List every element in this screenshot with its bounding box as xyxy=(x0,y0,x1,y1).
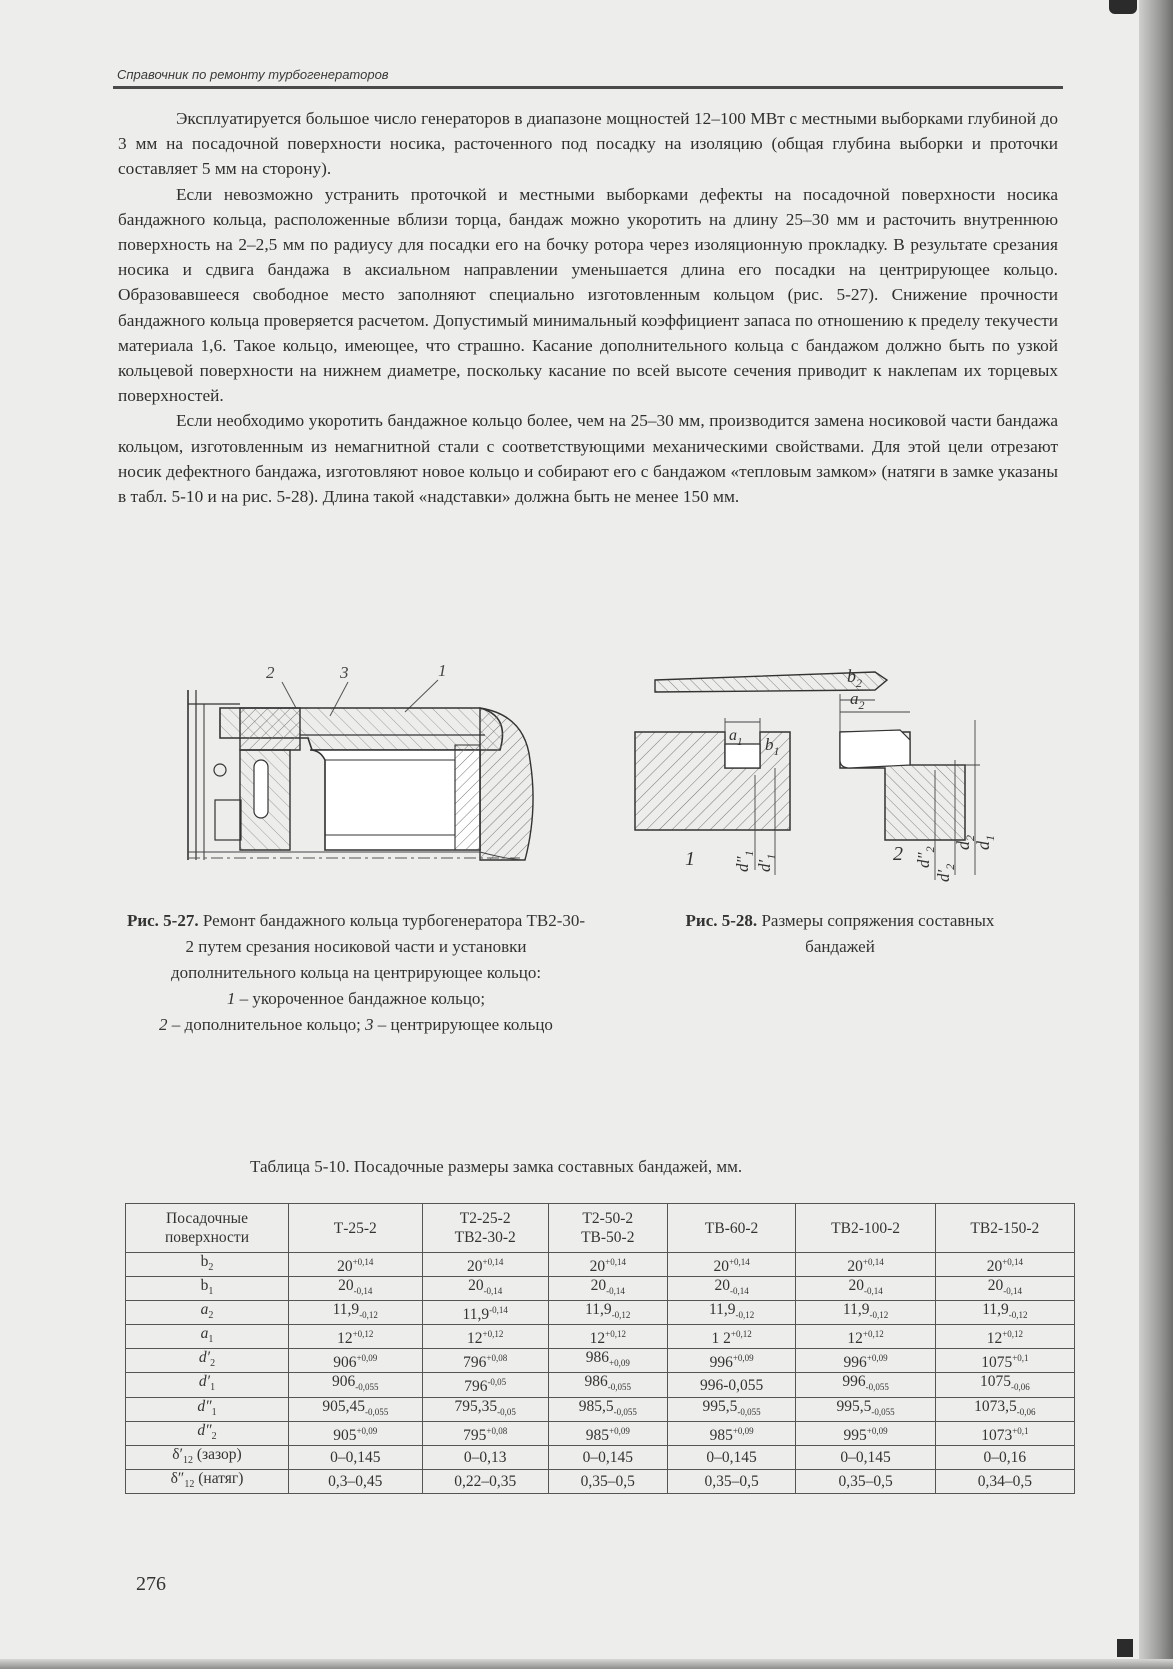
table-row xyxy=(126,1469,1075,1493)
table-cell: $11,9^{-0,14}$ xyxy=(422,1301,548,1325)
table-header-col: ТВ2-150-2 xyxy=(935,1204,1074,1253)
fig528-label-a2-sub: 2 xyxy=(858,698,865,712)
table-row-label: $d''_1$ xyxy=(126,1397,289,1421)
table-row xyxy=(126,1373,1075,1397)
table-cell: $905,45_{-0,055}$ xyxy=(289,1397,423,1421)
fig528-label-d1-sub: 1 xyxy=(983,835,997,841)
table-header-col: Т-25-2 xyxy=(289,1204,423,1253)
fig528-label-a2: a xyxy=(850,689,859,708)
table-cell: $1075^{+0,1}$ xyxy=(935,1349,1074,1373)
table-cell: 0,34–0,5 xyxy=(935,1469,1074,1493)
fig527-legend-2-num: 2 xyxy=(159,1015,168,1034)
table-cell: 0,22–0,35 xyxy=(422,1469,548,1493)
table-body xyxy=(126,1253,1075,1494)
table-row xyxy=(126,1277,1075,1301)
table-cell: $1073^{+0,1}$ xyxy=(935,1421,1074,1445)
table-cell: 0–0,145 xyxy=(289,1445,423,1469)
table-row-label: $b_2$ xyxy=(126,1253,289,1277)
svg-text:d′2 xyxy=(934,864,957,882)
table-row xyxy=(126,1421,1075,1445)
table-cell: $985,5_{-0,055}$ xyxy=(548,1397,667,1421)
fig527-legend-1-num: 1 xyxy=(226,989,236,1008)
svg-text:d″2 xyxy=(914,846,937,868)
table-cell: 0–0,145 xyxy=(548,1445,667,1469)
table-cell: 996-0,055 xyxy=(667,1373,796,1397)
fig528-label-a1: a xyxy=(729,727,737,744)
table-row-label: $a_1$ xyxy=(126,1325,289,1349)
fig528-label-b2-sub: 2 xyxy=(856,676,862,690)
table-row xyxy=(126,1445,1075,1469)
table-cell: $796^{-0,05}$ xyxy=(422,1373,548,1397)
table-row-label: $d'_1$ xyxy=(126,1373,289,1397)
scan-corner-mark-bottom xyxy=(1117,1639,1133,1657)
table-cell: 0–0,13 xyxy=(422,1445,548,1469)
table-header-col: ТВ2-100-2 xyxy=(796,1204,935,1253)
fig528-label-b2: b xyxy=(847,666,856,686)
table-cell: $906_{-0,055}$ xyxy=(289,1373,423,1397)
table-cell: $20^{+0,14}$ xyxy=(796,1253,935,1277)
table-cell: $11,9_{-0,12}$ xyxy=(548,1301,667,1325)
fig527-legend-3-text: – центрирующее кольцо xyxy=(373,1015,553,1034)
table-cell: $20^{+0,14}$ xyxy=(548,1253,667,1277)
table-cell: $20_{-0,14}$ xyxy=(289,1277,423,1301)
table-row xyxy=(126,1397,1075,1421)
table-cell: $795,35_{-0,05}$ xyxy=(422,1397,548,1421)
fig528-label-d1p: d′ xyxy=(755,859,774,872)
fig527-caption-text: Ремонт бандажного кольца турбогенератора ТВ2-30-2 путем срезания носиковой части и установки дополнительного кольца на центрирующее кольцо: xyxy=(170,911,586,982)
table-cell: $986_{+0,09}$ xyxy=(548,1349,667,1373)
scan-corner-mark xyxy=(1109,0,1137,14)
table-cell: $996^{+0,09}$ xyxy=(796,1349,935,1373)
table-cell: $12^{+0,12}$ xyxy=(548,1325,667,1349)
table-cell: $905^{+0,09}$ xyxy=(289,1421,423,1445)
fig527-label-2: 2 xyxy=(266,663,275,682)
table-row-label: $\delta'_{12}$ (зазор) xyxy=(126,1445,289,1469)
table-header-label: Посадочные поверхности xyxy=(126,1204,289,1253)
fig527-label-3: 3 xyxy=(340,663,349,682)
fig528-label-d2: d xyxy=(953,841,973,850)
table-cell: 0,35–0,5 xyxy=(667,1469,796,1493)
table-cell: $986_{-0,055}$ xyxy=(548,1373,667,1397)
table-cell: 0–0,16 xyxy=(935,1445,1074,1469)
table-title: Таблица 5-10. Посадочные размеры замка составных бандажей, мм. xyxy=(250,1157,743,1176)
fig528-label-d1pp-sub: 1 xyxy=(742,850,756,857)
table-row-label: $b_1$ xyxy=(126,1277,289,1301)
table-row xyxy=(126,1349,1075,1373)
table-cell: $11,9_{-0,12}$ xyxy=(935,1301,1074,1325)
body-text xyxy=(118,106,1058,509)
fig528-label-d1: d xyxy=(973,841,993,850)
table-cell: 0,3–0,45 xyxy=(289,1469,423,1493)
fig528-label-part-2: 2 xyxy=(893,843,903,865)
fig528-label-d2p: d′ xyxy=(934,869,953,882)
table-cell: $796^{+0,08}$ xyxy=(422,1349,548,1373)
table-cell: $12^{+0,12}$ xyxy=(935,1325,1074,1349)
table-cell: $20_{-0,14}$ xyxy=(796,1277,935,1301)
table-row xyxy=(126,1301,1075,1325)
fig527-legend-3-num: 3 xyxy=(365,1015,374,1034)
table-cell: $995,5_{-0,055}$ xyxy=(667,1397,796,1421)
fig527-label-1: 1 xyxy=(438,661,447,680)
scan-edge-right xyxy=(1139,0,1173,1669)
table-cell: $995^{+0,09}$ xyxy=(796,1421,935,1445)
svg-text:d′1 xyxy=(755,854,778,872)
table-row xyxy=(126,1253,1075,1277)
fig528-label-d1p-sub: 1 xyxy=(764,853,778,860)
table-cell: $11,9_{-0,12}$ xyxy=(667,1301,796,1325)
fig527-legend-1-text: – укороченное бандажное кольцо; xyxy=(235,989,486,1008)
fit-dimensions-table xyxy=(125,1203,1075,1494)
fig527-caption-number: Рис. 5-27. xyxy=(126,911,199,930)
paragraph-3: Если необходимо укоротить бандажное кольцо более, чем на 25–30 мм, производится замена носиковой части бандажа кольцом, изготовленным из немагнитной стали с соответствующими механическими свойствами. Для этой цели отрезают носик дефектного бандажа, изготовляют новое кольцо и собирают его с бандажом «тепловым замком» (натяги в замке указаны в табл. 5-10 и на рис. 5-28). Длина такой «надставки» должна быть не менее 150 мм. xyxy=(118,411,1058,507)
table-cell: $20^{+0,14}$ xyxy=(422,1253,548,1277)
table-cell: $20^{+0,14}$ xyxy=(935,1253,1074,1277)
fig528-caption-number: Рис. 5-28. xyxy=(685,911,758,930)
table-row-label: $d'_2$ xyxy=(126,1349,289,1373)
table-cell: 0–0,145 xyxy=(796,1445,935,1469)
svg-text:d″1 xyxy=(733,850,756,872)
svg-text:a2 xyxy=(850,689,865,712)
fig528-label-a1-sub: 1 xyxy=(737,736,743,748)
table-cell: $1075_{-0,06}$ xyxy=(935,1373,1074,1397)
figure-5-27-drawing xyxy=(180,660,550,900)
table-row-label: $\delta''_{12}$ (натяг) xyxy=(126,1469,289,1493)
table-cell: $20_{-0,14}$ xyxy=(935,1277,1074,1301)
table-cell: $985^{+0,09}$ xyxy=(548,1421,667,1445)
table-cell: $906^{+0,09}$ xyxy=(289,1349,423,1373)
table-cell: $11,9_{-0,12}$ xyxy=(289,1301,423,1325)
table-cell: $20^{+0,14}$ xyxy=(667,1253,796,1277)
table-header-col: ТВ-60-2 xyxy=(667,1204,796,1253)
fig528-label-d2pp-sub: 2 xyxy=(923,846,937,853)
table-row xyxy=(126,1325,1075,1349)
table-cell: $20^{+0,14}$ xyxy=(289,1253,423,1277)
table-cell: 1 $2^{+0,12}$ xyxy=(667,1325,796,1349)
scan-edge-bottom xyxy=(0,1659,1173,1669)
table-cell: $20_{-0,14}$ xyxy=(548,1277,667,1301)
table-cell: 0,35–0,5 xyxy=(796,1469,935,1493)
table-cell: $12^{+0,12}$ xyxy=(796,1325,935,1349)
table-cell: $995,5_{-0,055}$ xyxy=(796,1397,935,1421)
table-cell: $20_{-0,14}$ xyxy=(667,1277,796,1301)
fig528-caption-text: Размеры сопряжения составных бандажей xyxy=(761,911,995,956)
table-row-label: $d''_2$ xyxy=(126,1421,289,1445)
table-cell: $985^{+0,09}$ xyxy=(667,1421,796,1445)
table-cell: $12^{+0,12}$ xyxy=(422,1325,548,1349)
fig528-part-2 xyxy=(840,730,965,840)
table-cell: 0–0,145 xyxy=(667,1445,796,1469)
fig528-label-d2p-sub: 2 xyxy=(943,863,957,870)
table-row-label: $a_2$ xyxy=(126,1301,289,1325)
table-cell: 0,35–0,5 xyxy=(548,1469,667,1493)
running-head: Справочник по ремонту турбогенераторов xyxy=(117,67,389,82)
fig528-label-b1-sub: 1 xyxy=(773,744,780,758)
table-cell: $20_{-0,14}$ xyxy=(422,1277,548,1301)
fig528-label-d2-sub: 2 xyxy=(963,835,977,841)
figure-5-27-caption xyxy=(126,908,586,1038)
paragraph-2: Если невозможно устранить проточкой и местными выборками дефекты на посадочной поверхности носика бандажного кольца, расположенные вблизи торца, бандаж можно укоротить на длину 25–30 мм и расточить внутреннюю поверхность на 2–2,5 мм по радиусу для посадки его на бочку ротора через изоляционную прокладку. В результате срезания носика и сдвига бандажа в аксиальном направлении уменьшается длина его посадки на центрирующее кольцо. Образовавшееся свободное место заполняют специально изготовленным кольцом (рис. 5-27). Снижение прочности бандажного кольца проверяется расчетом. Допустимый минимальный коэффициент запаса по отношению к пределу текучести материала 1,6. Такое кольцо, имеющее, что страшно. Касание дополнительного кольца с бандажом должно быть по узкой кольцевой поверхности на нижнем диаметре, поскольку касание по всей высоте сечения приводит к наклепам их торцевых поверхностей. xyxy=(118,184,1058,406)
table-header-col: Т2-25-2 ТВ2-30-2 xyxy=(422,1204,548,1253)
table-cell: $1073,5_{-0,06}$ xyxy=(935,1397,1074,1421)
figure-5-28-drawing xyxy=(625,660,1045,890)
paragraph-1: Эксплуатируется большое число генераторов в диапазоне мощностей 12–100 МВт с местными выборками глубиной до 3 мм на посадочной поверхности носика, расточенного под посадку на изоляцию (общая глубина выборки и проточки составляет 5 мм на сторону). xyxy=(118,109,1058,179)
fig528-label-part-1: 1 xyxy=(685,848,695,870)
fig527-centering-ring xyxy=(310,745,480,850)
fig528-label-b1: b xyxy=(765,735,774,754)
fig527-legend-2-text: – дополнительное кольцо; xyxy=(167,1015,366,1034)
page-number: 276 xyxy=(136,1573,166,1595)
figure-5-28-caption xyxy=(660,908,1020,960)
table-header-row xyxy=(126,1204,1075,1253)
running-head-rule xyxy=(113,86,1063,89)
fig528-label-d1pp: d″ xyxy=(733,856,752,872)
table-cell: $996^{+0,09}$ xyxy=(667,1349,796,1373)
table-cell: $996_{-0,055}$ xyxy=(796,1373,935,1397)
table-cell: $11,9_{-0,12}$ xyxy=(796,1301,935,1325)
table-header-col: Т2-50-2 ТВ-50-2 xyxy=(548,1204,667,1253)
table-cell: $795^{+0,08}$ xyxy=(422,1421,548,1445)
fig528-label-d2pp: d″ xyxy=(914,852,933,868)
table-cell: $12^{+0,12}$ xyxy=(289,1325,423,1349)
